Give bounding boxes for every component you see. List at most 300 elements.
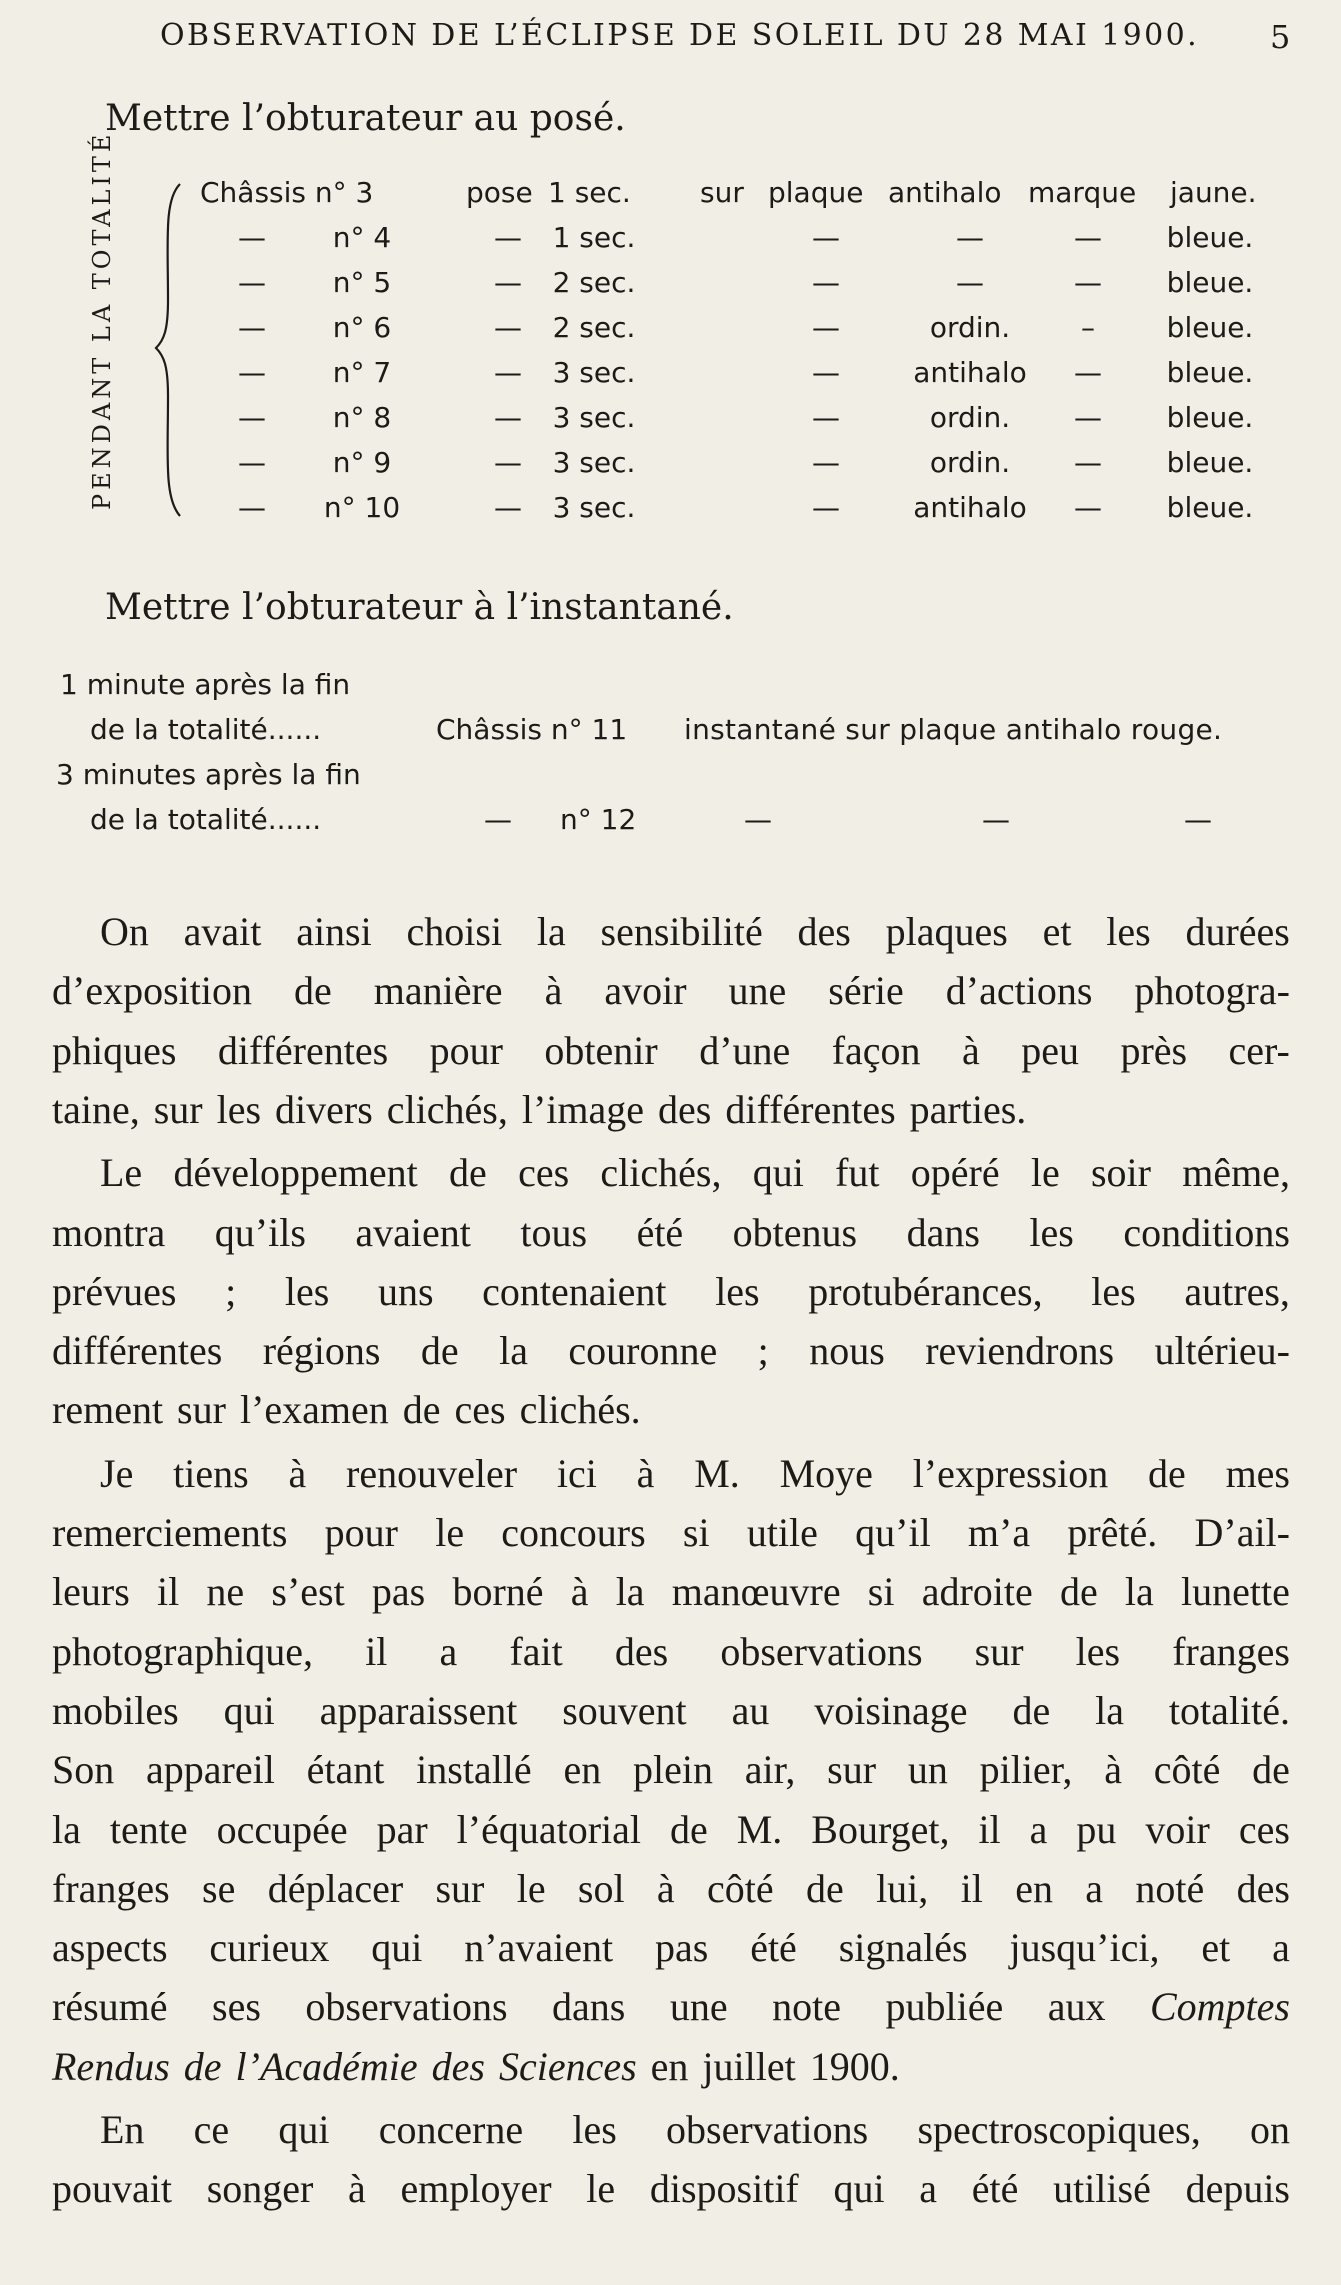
word: pilier,: [979, 1747, 1073, 1793]
line-text: rement sur l’examen de ces clichés.: [52, 1387, 641, 1433]
word: apparaissent: [319, 1687, 518, 1733]
pose-table-cell: marque: [1028, 176, 1137, 209]
word: même,: [1182, 1150, 1290, 1196]
word: la: [1095, 1687, 1124, 1733]
vertical-label-totality: PENDANT LA TOTALITÉ: [88, 130, 116, 510]
word: soir: [1090, 1150, 1151, 1196]
pose-table-cell: bleue.: [1166, 491, 1254, 524]
word: de: [449, 1150, 487, 1196]
instant-row2-when-line2: de la totalité......: [90, 803, 322, 836]
paragraph-line: [52, 1806, 1290, 1853]
pose-table-cell: jaune.: [1170, 176, 1257, 209]
pose-table-cell: —: [238, 311, 266, 344]
word: les: [715, 1268, 760, 1314]
instruction-pose: Mettre l’obturateur au posé.: [105, 98, 626, 139]
paragraph-line: [52, 1209, 1290, 1256]
word: différentes: [52, 1328, 223, 1374]
word: manière: [373, 968, 503, 1014]
pose-table-cell: 3 sec.: [552, 491, 636, 524]
word: de: [669, 1806, 708, 1852]
word: occupée: [216, 1806, 348, 1852]
word: a: [919, 2166, 938, 2212]
word: a: [1085, 1865, 1104, 1911]
word: en: [1015, 1865, 1053, 1911]
pose-table-cell: bleue.: [1166, 446, 1254, 479]
pose-table-cell: 3 sec.: [552, 446, 636, 479]
word: si: [867, 1569, 895, 1615]
word: les: [1106, 909, 1151, 954]
word: pu: [1076, 1806, 1117, 1852]
word: les: [284, 1268, 330, 1314]
word: En: [100, 2107, 145, 2152]
word: en: [563, 1747, 602, 1793]
word: et: [1201, 1925, 1231, 1971]
word: la: [52, 1806, 81, 1852]
pose-table-cell: antihalo: [913, 356, 1027, 389]
word: de: [1148, 1450, 1186, 1496]
pose-table-cell: —: [812, 491, 840, 524]
pose-table-cell: —: [494, 446, 522, 479]
word: qu’il: [855, 1510, 931, 1555]
word: façon: [831, 1027, 921, 1073]
word: qui: [752, 1150, 804, 1196]
word: clichés,: [600, 1150, 722, 1196]
word: installé: [416, 1747, 532, 1793]
word: observations: [666, 2107, 869, 2152]
pose-table-cell: —: [238, 356, 266, 389]
word: qu’ils: [214, 1209, 306, 1255]
paragraph-line: [100, 2106, 1290, 2153]
line-text: taine, sur les divers clichés, l’image des différentes parties.: [52, 1086, 1027, 1132]
word: leurs: [52, 1569, 130, 1615]
pose-table-cell: —: [494, 356, 522, 389]
word: la: [615, 1569, 645, 1615]
word: prévues: [52, 1268, 177, 1314]
word: tente: [109, 1806, 188, 1852]
word: des: [797, 909, 851, 954]
pose-table-cell: —: [494, 491, 522, 524]
instant-row2-dash: —: [1184, 803, 1212, 836]
word: sur: [974, 1628, 1024, 1674]
word: a: [1272, 1925, 1290, 1971]
pose-table-cell: —: [238, 401, 266, 434]
pose-table-cell: —: [494, 401, 522, 434]
paragraph-line: [52, 1924, 1290, 1971]
instant-row2-dash: —: [744, 803, 772, 836]
word: voir: [1145, 1806, 1210, 1852]
word: la: [499, 1328, 528, 1374]
word: à: [288, 1450, 307, 1496]
word: spectroscopiques,: [917, 2107, 1201, 2152]
instant-row1-when-line1: 1 minute après la fin: [60, 668, 351, 701]
running-header: [0, 18, 1341, 68]
pose-table-cell: —: [812, 266, 840, 299]
pose-table-cell: —: [1074, 491, 1102, 524]
word: été: [750, 1925, 797, 1971]
word: avoir: [604, 968, 687, 1014]
word: un: [907, 1747, 948, 1793]
word: noté: [1135, 1865, 1205, 1911]
word: durées: [1185, 909, 1290, 954]
word: aux: [1047, 1984, 1106, 2030]
word: aspects: [52, 1925, 168, 1971]
word: régions: [262, 1328, 381, 1374]
word: la: [1124, 1569, 1154, 1615]
word: D’ail-: [1194, 1510, 1290, 1555]
pose-table-cell: n° 5: [332, 266, 392, 299]
pose-table-cell: —: [494, 221, 522, 254]
pose-table-cell: bleue.: [1166, 311, 1254, 344]
instant-row1-description: instantané sur plaque antihalo rouge.: [684, 713, 1223, 746]
pose-table-cell: —: [1074, 401, 1102, 434]
word: qui: [278, 2107, 330, 2152]
italic-text: Rendus de l’Académie des Sciences: [52, 2043, 637, 2089]
word: pas: [371, 1569, 426, 1615]
word: à: [962, 1027, 980, 1073]
word: ne: [206, 1569, 245, 1615]
pose-table-cell: 3 sec.: [552, 401, 636, 434]
pose-table-cell: —: [812, 311, 840, 344]
word: les: [572, 2107, 617, 2152]
pose-table-cell: n° 7: [332, 356, 392, 389]
word: ses: [212, 1984, 261, 2030]
word: il: [365, 1628, 388, 1674]
word: qui: [371, 1925, 423, 1971]
pose-table-cell: —: [956, 221, 984, 254]
word: voisinage: [814, 1687, 968, 1733]
pose-table-cell: 1 sec.: [552, 221, 636, 254]
word: observations: [720, 1628, 923, 1674]
instant-row2-chassis-number: n° 12: [560, 803, 637, 836]
word: pour: [324, 1510, 398, 1555]
pose-table-cell: bleue.: [1166, 266, 1254, 299]
word: d’actions: [945, 968, 1093, 1014]
pose-table-cell: ordin.: [929, 311, 1011, 344]
word: curieux: [209, 1925, 330, 1971]
word: air,: [744, 1747, 796, 1793]
word: dans: [552, 1984, 626, 2030]
word: photographique,: [52, 1628, 314, 1674]
pose-table-cell: —: [812, 356, 840, 389]
word: protubérances,: [808, 1268, 1043, 1314]
paragraph-line: [52, 1746, 1290, 1793]
word: couronne: [568, 1328, 718, 1374]
paragraph-line: [52, 1386, 641, 1433]
word: à: [348, 2166, 366, 2212]
word: observations: [305, 1984, 508, 2030]
word: obtenus: [732, 1209, 858, 1255]
paragraph-line: [100, 1450, 1290, 1497]
pose-table-cell: n° 4: [332, 221, 392, 254]
word: ;: [757, 1328, 769, 1374]
pose-table-cell: n° 8: [332, 401, 392, 434]
paragraph-line: [52, 2043, 900, 2090]
word: ;: [225, 1268, 237, 1314]
word: pour: [429, 1027, 503, 1073]
word: pouvait: [52, 2166, 172, 2212]
word: différentes: [217, 1027, 389, 1073]
pose-table-cell: —: [1074, 356, 1102, 389]
word: obtenir: [544, 1027, 658, 1073]
pose-table-cell: —: [238, 221, 266, 254]
word: fut: [835, 1150, 880, 1196]
word: depuis: [1185, 2166, 1290, 2212]
word: Moye: [779, 1450, 873, 1496]
word: a: [439, 1628, 458, 1674]
pose-table-cell: —: [1074, 221, 1102, 254]
word: à: [636, 1450, 655, 1496]
pose-table-cell: pose: [466, 176, 533, 209]
instant-row2-dash: —: [484, 803, 512, 836]
word: qui: [223, 1687, 275, 1733]
word: une: [669, 1984, 728, 2030]
word: s’est: [271, 1569, 345, 1615]
paragraph-line: [52, 1865, 1290, 1912]
word: appareil: [146, 1747, 275, 1793]
header-title: OBSERVATION DE L’ÉCLIPSE DE SOLEIL DU 28 MAI 1900.: [160, 18, 1200, 53]
word: sur: [435, 1865, 485, 1911]
word: mobiles: [52, 1687, 179, 1733]
word: ultérieu-: [1154, 1328, 1290, 1374]
pose-table-cell: —: [812, 446, 840, 479]
word: jusqu’ici,: [1009, 1925, 1160, 1971]
word: plein: [633, 1747, 713, 1793]
word: pas: [654, 1925, 709, 1971]
word: montra: [52, 1209, 166, 1255]
word: de: [1059, 1569, 1098, 1615]
word: M.: [736, 1806, 783, 1852]
word: totalité.: [1168, 1687, 1290, 1733]
word: ainsi: [296, 909, 372, 954]
word: franges: [1172, 1628, 1290, 1674]
instant-row1-chassis: Châssis n° 11: [436, 713, 628, 746]
word: souvent: [562, 1687, 687, 1733]
word: de: [805, 1865, 844, 1911]
word: le: [516, 1865, 546, 1911]
word: dans: [906, 1209, 980, 1255]
word: uns: [377, 1268, 434, 1314]
instant-row2-dash: —: [982, 803, 1010, 836]
word: tiens: [173, 1450, 249, 1496]
word: les: [1029, 1209, 1074, 1255]
pose-table-cell: bleue.: [1166, 401, 1254, 434]
word: d’exposition: [52, 968, 252, 1014]
word: On: [100, 909, 149, 954]
pose-table-cell: antihalo: [913, 491, 1027, 524]
word: lui,: [876, 1865, 929, 1911]
word: à: [570, 1569, 589, 1615]
word: photogra-: [1134, 968, 1290, 1014]
pose-table-cell: Châssis n° 3: [200, 176, 374, 209]
paragraph-line: [100, 908, 1290, 955]
page-number: 5: [1270, 18, 1291, 56]
word: sol: [577, 1865, 625, 1911]
word: des: [1236, 1865, 1290, 1911]
word: renouveler: [346, 1450, 518, 1496]
word: de: [1012, 1687, 1051, 1733]
word: Le: [100, 1150, 143, 1196]
word: si: [682, 1510, 710, 1555]
word: Son: [52, 1747, 115, 1793]
word: a: [1029, 1806, 1048, 1852]
word: au: [731, 1687, 770, 1733]
word: été: [636, 1209, 684, 1255]
word: se: [202, 1865, 236, 1911]
word: manœuvre: [671, 1569, 841, 1615]
paragraph-line: [100, 1149, 1290, 1196]
pose-table-cell: —: [238, 491, 266, 524]
word: conditions: [1123, 1209, 1290, 1255]
word: côté: [707, 1865, 774, 1911]
word: à: [1104, 1747, 1122, 1793]
word: concours: [501, 1510, 646, 1555]
word: une: [728, 968, 787, 1014]
pose-table-cell: —: [956, 266, 984, 299]
pose-table-cell: n° 9: [332, 446, 392, 479]
paragraph-line: [52, 1086, 1026, 1133]
word: franges: [52, 1865, 170, 1911]
word: des: [614, 1628, 669, 1674]
instant-row1-when-line2: de la totalité......: [90, 713, 322, 746]
word: développement: [173, 1150, 418, 1196]
word: ici: [556, 1450, 597, 1496]
word: Je: [100, 1450, 134, 1496]
word: publiée: [885, 1984, 1004, 2030]
pose-table-cell: ordin.: [929, 401, 1011, 434]
word: remerciements: [52, 1510, 288, 1555]
pose-table-cell: n° 6: [332, 311, 392, 344]
word: utilisé: [1053, 2166, 1151, 2212]
pose-table-cell: —: [812, 221, 840, 254]
word: étant: [306, 1747, 385, 1793]
word: peu: [1021, 1027, 1079, 1073]
word: il: [978, 1806, 1001, 1852]
word: fait: [509, 1628, 563, 1674]
paragraph-line: [52, 1983, 1290, 2030]
word: adroite: [921, 1569, 1033, 1615]
word: choisi: [406, 909, 503, 954]
word: borné: [452, 1569, 544, 1615]
word: ce: [193, 2107, 230, 2152]
word: phiques: [52, 1027, 177, 1073]
word: prêté.: [1067, 1510, 1158, 1555]
paragraph-line: [52, 1687, 1290, 1734]
word: et: [1042, 909, 1072, 954]
word: à: [544, 968, 563, 1014]
pose-table-cell: 1 sec.: [548, 176, 631, 209]
word: utile: [746, 1510, 818, 1555]
word: le: [1030, 1150, 1060, 1196]
word: n’avaient: [464, 1925, 614, 1971]
word: cer-: [1228, 1027, 1290, 1073]
word: ces: [1238, 1806, 1290, 1852]
word: songer: [206, 2166, 314, 2212]
pose-table-cell: 3 sec.: [552, 356, 636, 389]
word: les: [1075, 1628, 1121, 1674]
paragraph-line: [52, 1568, 1290, 1615]
word: nous: [809, 1328, 885, 1374]
paragraph-line: [52, 1027, 1290, 1074]
word: ces: [518, 1150, 570, 1196]
word: par: [376, 1806, 428, 1852]
word: été: [971, 2166, 1019, 2212]
pose-table-cell: —: [1074, 446, 1102, 479]
word: les: [1091, 1268, 1136, 1314]
word: on: [1249, 2107, 1290, 2152]
pose-table-cell: —: [494, 266, 522, 299]
word: de: [1252, 1747, 1290, 1793]
word: la: [536, 909, 566, 954]
word: le: [435, 1510, 465, 1555]
word: employer: [400, 2166, 552, 2212]
pose-table-cell: bleue.: [1166, 221, 1254, 254]
pose-table-cell: antihalo: [888, 176, 1002, 209]
pose-table-cell: —: [1074, 266, 1102, 299]
word: résumé: [52, 1984, 168, 2030]
word: reviendrons: [925, 1328, 1115, 1374]
pose-table-cell: sur: [700, 176, 744, 209]
word: l’équatorial: [456, 1806, 641, 1852]
paragraph-line: [52, 1327, 1290, 1374]
word: sur: [827, 1747, 877, 1793]
paragraph-line: [52, 967, 1290, 1014]
word: signalés: [838, 1925, 968, 1971]
word: près: [1120, 1027, 1188, 1073]
word: opéré: [910, 1150, 1000, 1196]
instant-row2-when-line1: 3 minutes après la fin: [56, 758, 361, 791]
word: il: [960, 1865, 983, 1911]
pose-table-cell: —: [238, 446, 266, 479]
word: m’a: [967, 1510, 1031, 1555]
word: contenaient: [482, 1268, 667, 1314]
word: série: [828, 968, 904, 1014]
word: qui: [833, 2166, 885, 2212]
paragraph-line: [52, 1628, 1290, 1675]
word: à: [656, 1865, 675, 1911]
word: le: [586, 2166, 616, 2212]
paragraph-line: [52, 1268, 1290, 1315]
pose-table-cell: bleue.: [1166, 356, 1254, 389]
word: d’une: [699, 1027, 791, 1073]
pose-table-cell: ordin.: [929, 446, 1011, 479]
word: plaques: [885, 909, 1008, 954]
pose-table-cell: n° 10: [323, 491, 401, 524]
word: dispositif: [649, 2166, 799, 2212]
pose-table-cell: plaque: [768, 176, 864, 209]
word: tous: [520, 1209, 588, 1255]
word: lunette: [1181, 1569, 1290, 1615]
word: autres,: [1184, 1268, 1290, 1314]
word: l’expression: [912, 1450, 1109, 1496]
word: note: [772, 1984, 841, 2030]
word: concerne: [378, 2107, 524, 2152]
word: de: [420, 1328, 459, 1374]
pose-table-cell: 2 sec.: [552, 311, 636, 344]
pose-table-cell: –: [1081, 311, 1095, 344]
paragraph-line: [52, 2165, 1290, 2212]
word: avaient: [355, 1209, 471, 1255]
word: M.: [694, 1450, 740, 1496]
line-text: en juillet 1900.: [636, 2043, 900, 2089]
word: avait: [183, 909, 262, 954]
instruction-instant: Mettre l’obturateur à l’instantané.: [105, 587, 734, 628]
word: déplacer: [267, 1865, 404, 1911]
italic-text: Comptes: [1149, 1984, 1290, 2030]
paragraph-line: [52, 1509, 1290, 1556]
pose-table-cell: —: [812, 401, 840, 434]
word: Bourget,: [811, 1806, 950, 1852]
pose-table-cell: —: [238, 266, 266, 299]
